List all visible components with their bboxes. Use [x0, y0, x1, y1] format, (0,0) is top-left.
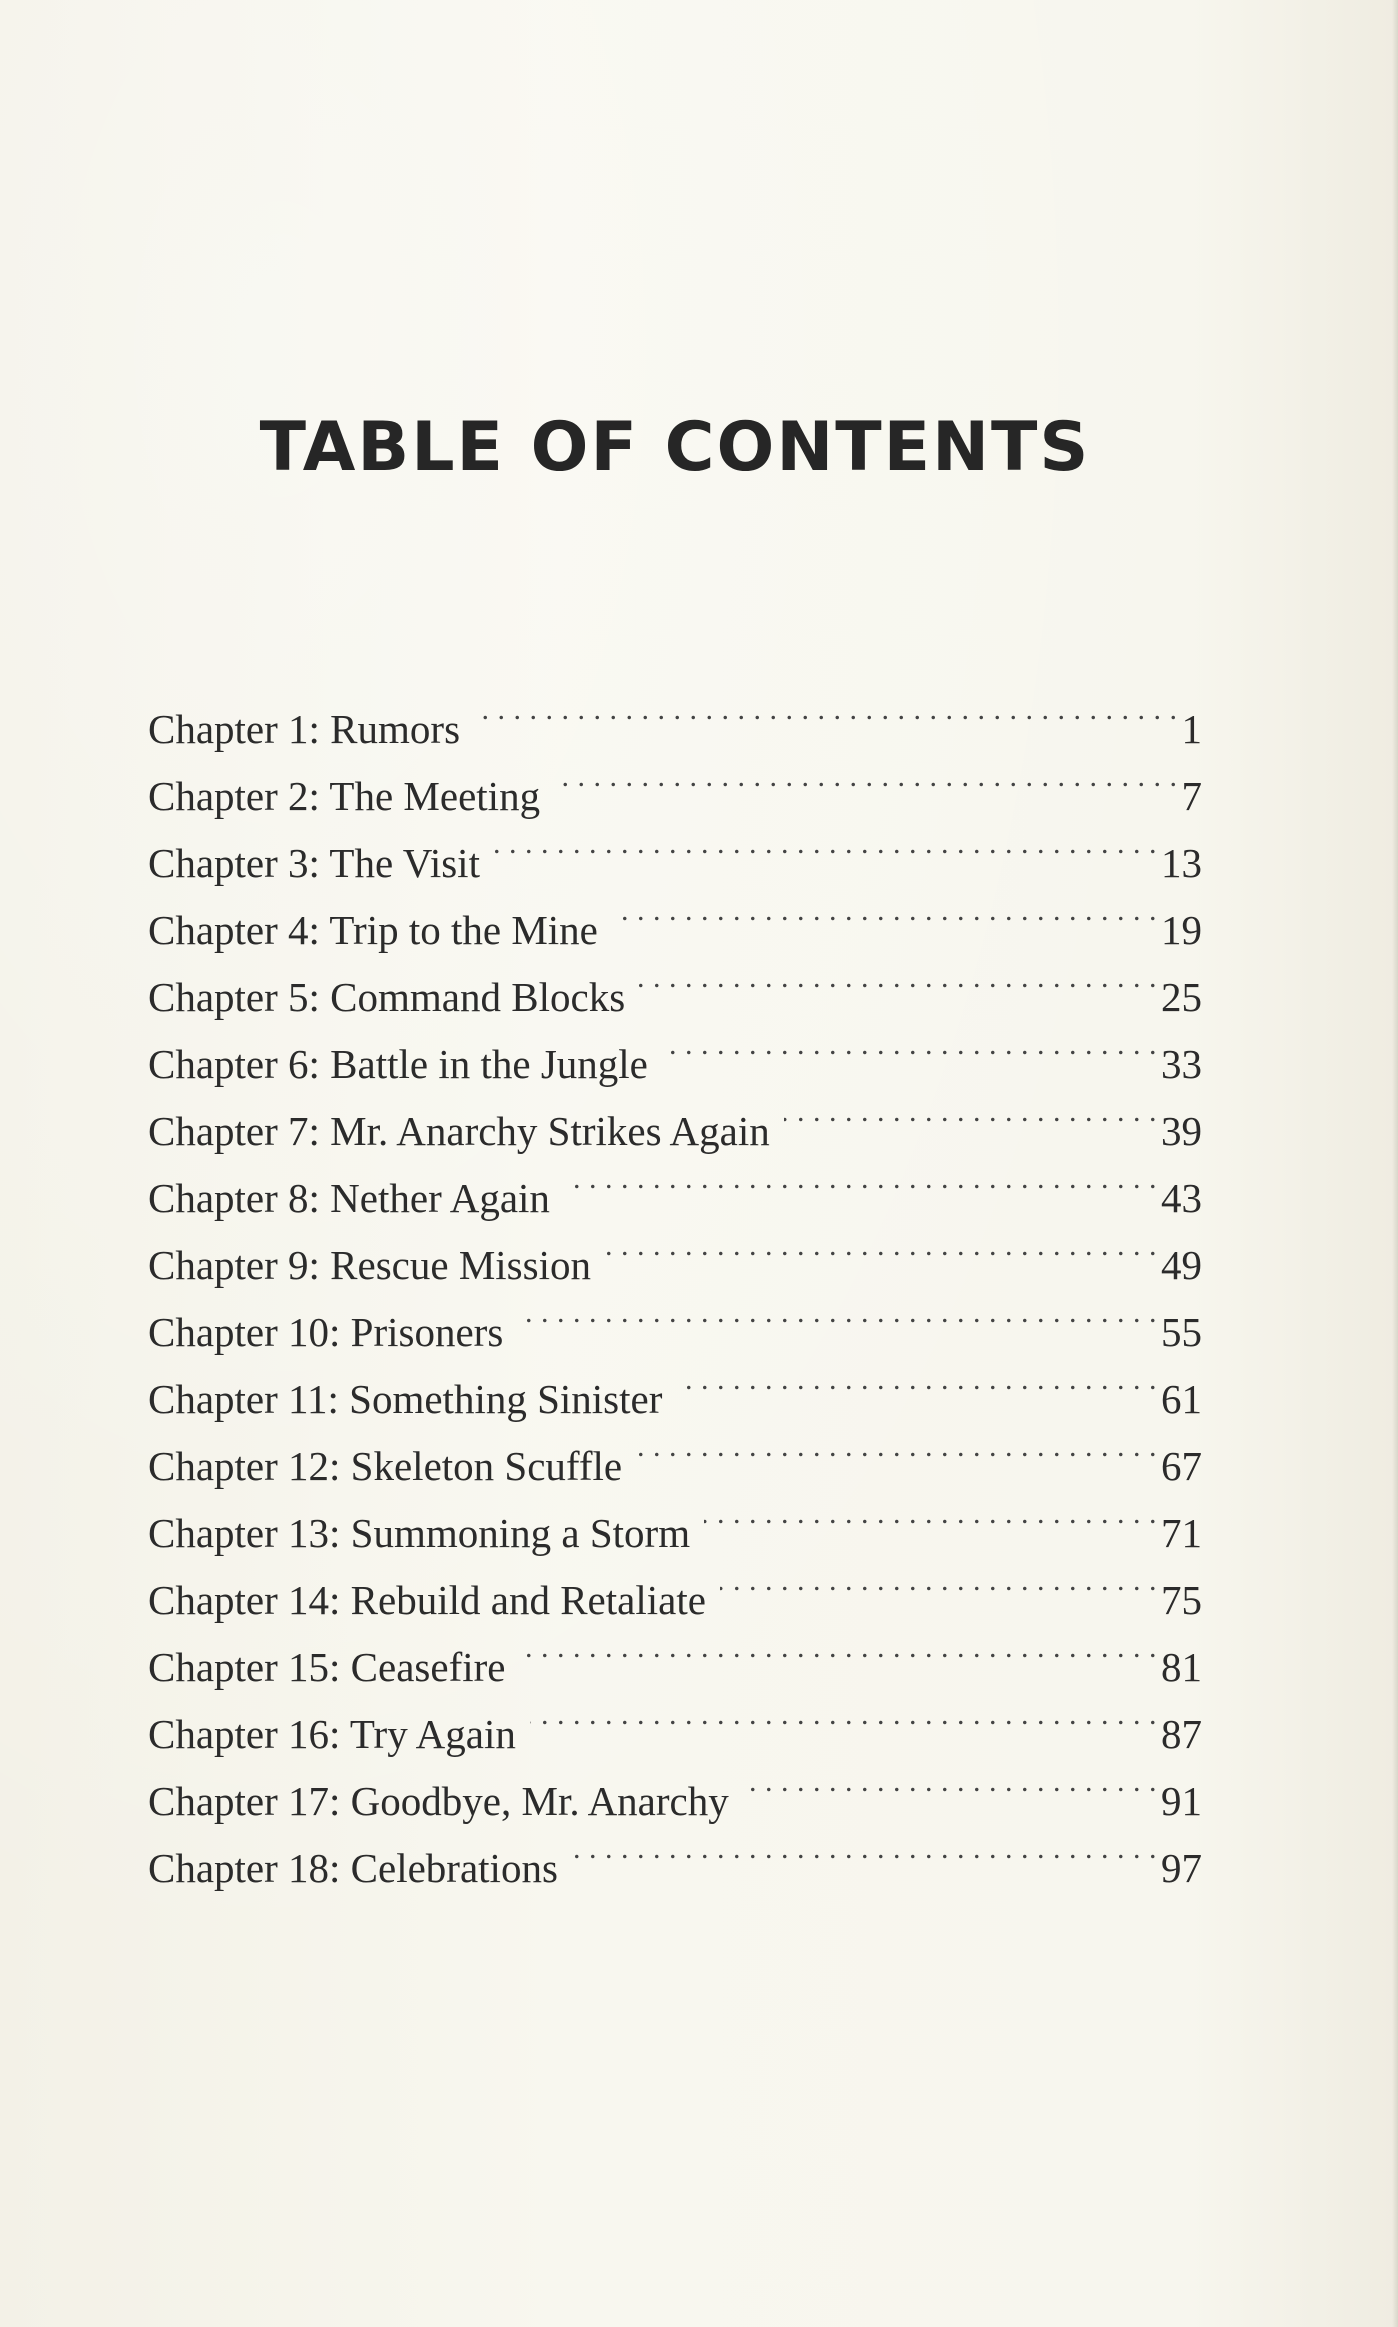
dot-leader	[572, 1815, 1157, 1882]
chapter-title: Chapter 14: Rebuild and Retaliate	[148, 1577, 706, 1623]
page-number: 87	[1161, 1711, 1202, 1757]
dot-leader	[530, 1681, 1157, 1748]
page-number: 91	[1161, 1778, 1202, 1824]
table-of-contents	[148, 676, 1202, 1891]
page-number: 25	[1161, 974, 1202, 1020]
page-number: 1	[1181, 706, 1202, 752]
page-number: 55	[1161, 1309, 1202, 1355]
chapter-title: Chapter 9: Rescue Mission	[148, 1242, 591, 1288]
dot-leader	[639, 944, 1157, 1011]
chapter-title: Chapter 7: Mr. Anarchy Strikes Again	[148, 1108, 770, 1154]
chapter-title: Chapter 18: Celebrations	[148, 1845, 558, 1891]
page-number: 97	[1161, 1845, 1202, 1891]
chapter-title: Chapter 17: Goodbye, Mr. Anarchy	[148, 1778, 729, 1824]
chapter-title: Chapter 6: Battle in the Jungle	[148, 1041, 648, 1087]
chapter-title: Chapter 16: Try Again	[148, 1711, 516, 1757]
chapter-title: Chapter 15: Ceasefire	[148, 1644, 506, 1690]
chapter-title: Chapter 4: Trip to the Mine	[148, 907, 598, 953]
page-number: 19	[1161, 907, 1202, 953]
page-number: 33	[1161, 1041, 1202, 1087]
page-number: 71	[1161, 1510, 1202, 1556]
toc-entry	[148, 676, 1202, 752]
page-number: 61	[1161, 1376, 1202, 1422]
chapter-title: Chapter 2: The Meeting	[148, 773, 541, 819]
dot-leader	[605, 1212, 1157, 1279]
chapter-title: Chapter 5: Command Blocks	[148, 974, 626, 1020]
chapter-title: Chapter 13: Summoning a Storm	[148, 1510, 691, 1556]
chapter-title: Chapter 3: The Visit	[148, 840, 480, 886]
page-title: TABLE OF CONTENTS	[259, 408, 1091, 487]
chapter-title: Chapter 10: Prisoners	[148, 1309, 504, 1355]
page-number: 43	[1161, 1175, 1202, 1221]
page-number: 7	[1181, 773, 1202, 819]
dot-leader	[474, 676, 1177, 743]
chapter-title: Chapter 8: Nether Again	[148, 1175, 550, 1221]
page-number: 67	[1161, 1443, 1202, 1489]
page-number: 81	[1161, 1644, 1202, 1690]
page-number: 39	[1161, 1108, 1202, 1154]
page-number: 75	[1161, 1577, 1202, 1623]
dot-leader	[494, 810, 1157, 877]
dot-leader	[554, 743, 1177, 810]
page-number: 13	[1161, 840, 1202, 886]
dot-leader	[720, 1547, 1157, 1614]
dot-leader	[636, 1413, 1157, 1480]
dot-leader	[662, 1011, 1157, 1078]
page-number: 49	[1161, 1242, 1202, 1288]
chapter-title: Chapter 12: Skeleton Scuffle	[148, 1443, 623, 1489]
dot-leader	[676, 1346, 1157, 1413]
dot-leader	[784, 1078, 1157, 1145]
dot-leader	[519, 1614, 1157, 1681]
chapter-title: Chapter 1: Rumors	[148, 706, 461, 752]
chapter-title: Chapter 11: Something Sinister	[148, 1376, 663, 1422]
dot-leader	[564, 1145, 1157, 1212]
dot-leader	[743, 1748, 1157, 1815]
page-edge-shadow	[1392, 0, 1398, 2327]
dot-leader	[517, 1279, 1157, 1346]
dot-leader	[612, 877, 1157, 944]
dot-leader	[704, 1480, 1157, 1547]
